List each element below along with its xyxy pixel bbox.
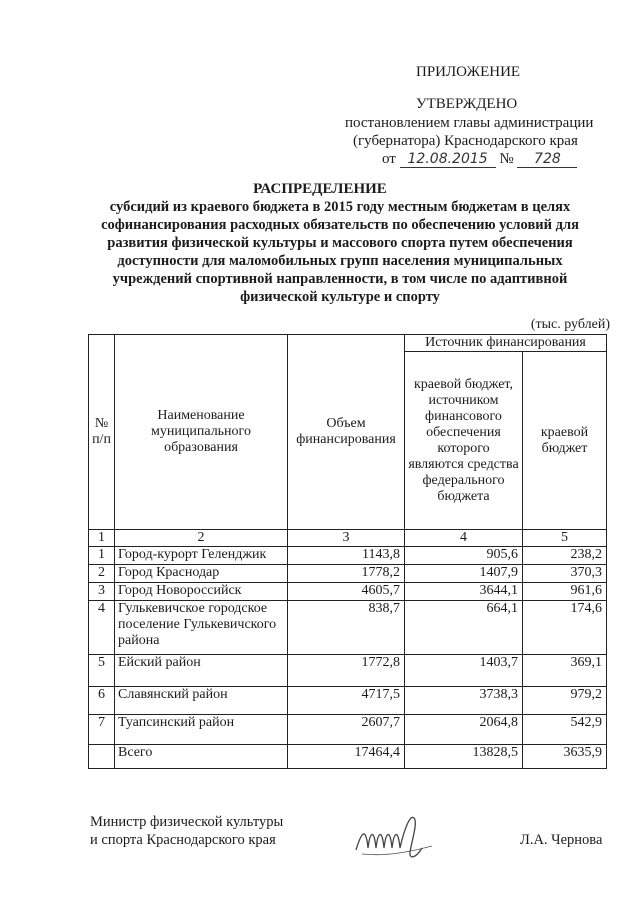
decree-date-line (382, 149, 577, 169)
row-federal: 1403,7 (405, 655, 523, 687)
row-num: 6 (89, 687, 115, 715)
col-number: 3 (288, 530, 405, 547)
row-total: 1772,8 (288, 655, 405, 687)
col-number: 1 (89, 530, 115, 547)
decree-line-2: (губернатора) Краснодарского края (353, 133, 578, 149)
header-federal: краевой бюджет, источником финансового обеспечения которого являются средства федерального бюджета (405, 352, 523, 530)
row-federal: 3738,3 (405, 687, 523, 715)
col-number: 4 (405, 530, 523, 547)
row-federal: 2064,8 (405, 715, 523, 745)
signer-position (90, 813, 283, 849)
row-total: 4605,7 (288, 583, 405, 601)
row-regional: 370,3 (523, 565, 607, 583)
row-regional: 369,1 (523, 655, 607, 687)
row-regional: 238,2 (523, 547, 607, 565)
subtitle-line: субсидий из краевого бюджета в 2015 году местным бюджетам в целях (109, 199, 571, 215)
position-line: Министр физической культуры (90, 814, 284, 830)
table-row (89, 565, 607, 583)
appendix-label: ПРИЛОЖЕНИЕ (416, 64, 521, 80)
row-regional: 979,2 (523, 687, 607, 715)
table-row (89, 655, 607, 687)
number-sign: № (499, 151, 514, 167)
row-total: 838,7 (288, 601, 405, 655)
row-federal: 1407,9 (405, 565, 523, 583)
row-federal: 905,6 (405, 547, 523, 565)
row-num: 2 (89, 565, 115, 583)
row-num: 4 (89, 601, 115, 655)
row-total: 1143,8 (288, 547, 405, 565)
row-name: Город Новороссийск (115, 583, 288, 601)
subtitle-line: физической культуре и спорту (240, 289, 440, 305)
subtitle-line: развития физической культуры и массового спорта путем обеспечения (107, 235, 573, 251)
subtitle-line: учреждений спортивной направленности, в том числе по адаптивной (112, 271, 568, 287)
position-line: и спорта Краснодарского края (90, 832, 276, 848)
table-total-row (89, 745, 607, 769)
header-source: Источник финансирования (405, 335, 607, 352)
header-regional: краевой бюджет (523, 352, 607, 530)
row-total: 4717,5 (288, 687, 405, 715)
signer-name: Л.А. Чернова (520, 832, 603, 848)
header-num: № п/п (89, 335, 115, 530)
document-subtitle (70, 198, 610, 306)
total-total: 17464,4 (288, 745, 405, 769)
row-regional: 542,9 (523, 715, 607, 745)
table-row (89, 583, 607, 601)
document-title: РАСПРЕДЕЛЕНИЕ (253, 181, 387, 197)
row-total: 2607,7 (288, 715, 405, 745)
row-total: 1778,2 (288, 565, 405, 583)
total-federal: 13828,5 (405, 745, 523, 769)
table-row (89, 601, 607, 655)
total-regional: 3635,9 (523, 745, 607, 769)
units-label: (тыс. рублей) (530, 317, 610, 332)
col-number: 2 (115, 530, 288, 547)
row-num: 5 (89, 655, 115, 687)
table-row (89, 715, 607, 745)
subtitle-line: доступности для маломобильных групп населения муниципальных (117, 253, 563, 269)
row-name: Туапсинский район (115, 715, 288, 745)
decree-number: 728 (517, 151, 577, 168)
table-row (89, 687, 607, 715)
row-name: Ейский район (115, 655, 288, 687)
row-name: Город Краснодар (115, 565, 288, 583)
row-federal: 664,1 (405, 601, 523, 655)
row-regional: 961,6 (523, 583, 607, 601)
row-num: 3 (89, 583, 115, 601)
distribution-table (88, 334, 607, 769)
header-volume: Объем финансирования (288, 335, 405, 530)
row-name: Славянский район (115, 687, 288, 715)
subtitle-line: софинансирования расходных обязательств по обеспечению условий для (101, 217, 579, 233)
date-prefix: от (382, 151, 396, 167)
row-regional: 174,6 (523, 601, 607, 655)
total-name: Всего (115, 745, 288, 769)
row-num: 7 (89, 715, 115, 745)
row-num: 1 (89, 547, 115, 565)
row-name: Город-курорт Геленджик (115, 547, 288, 565)
header-name: Наименование муниципального образования (115, 335, 288, 530)
approved-label: УТВЕРЖДЕНО (416, 96, 518, 112)
row-name: Гулькевичское городское поселение Гулькевичского района (115, 601, 288, 655)
signature-image (352, 810, 442, 865)
decree-line-1: постановлением главы администрации (345, 115, 594, 131)
row-federal: 3644,1 (405, 583, 523, 601)
col-number: 5 (523, 530, 607, 547)
decree-date: 12.08.2015 (400, 151, 496, 168)
total-num (89, 745, 115, 769)
table-row (89, 547, 607, 565)
